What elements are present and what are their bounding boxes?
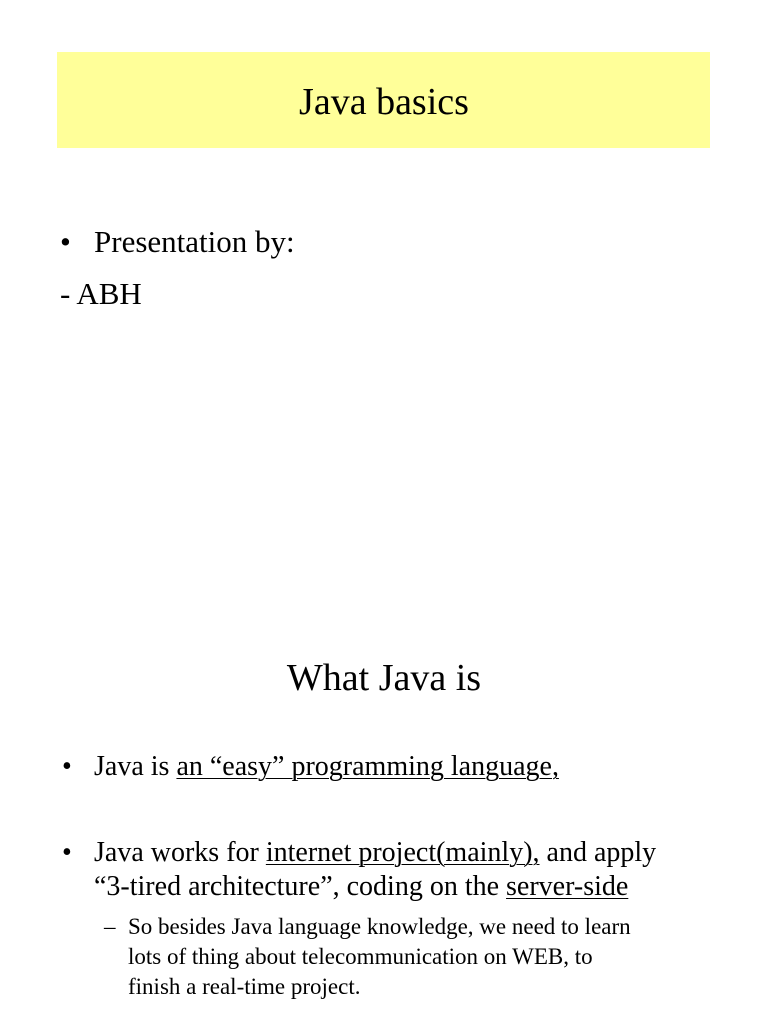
bullet-java-works-line1 — [94, 836, 656, 870]
sub-bullet-line: So besides Java language knowledge, we need to learn — [128, 914, 631, 939]
underlined-phrase: server-side — [506, 871, 629, 902]
presented-by-label: Presentation by: — [94, 224, 295, 259]
underlined-phrase: internet project(mainly), — [265, 837, 540, 868]
sub-bullet-line: lots of thing about telecommunication on WEB, to — [128, 944, 593, 969]
author-name: - ABH — [60, 276, 142, 311]
section-heading: What Java is — [286, 657, 482, 699]
bullet-text: Java is — [94, 751, 177, 782]
bullet-java-works-line2 — [94, 870, 628, 904]
bullet-text: and apply — [539, 837, 657, 868]
bullet-text: “3-tired architecture”, coding on the — [94, 871, 507, 902]
bullet-java-easy — [94, 750, 559, 784]
underlined-phrase: an “easy” programming language, — [176, 751, 559, 782]
slide-title: Java basics — [299, 81, 469, 123]
sub-bullet-dash: – — [104, 914, 116, 939]
bullet-text: Java works for — [94, 837, 266, 868]
sub-bullet-line: finish a real-time project. — [128, 974, 361, 999]
bullet-marker: • — [62, 751, 72, 782]
bullet-marker: • — [60, 224, 71, 259]
bullet-marker: • — [62, 837, 72, 868]
